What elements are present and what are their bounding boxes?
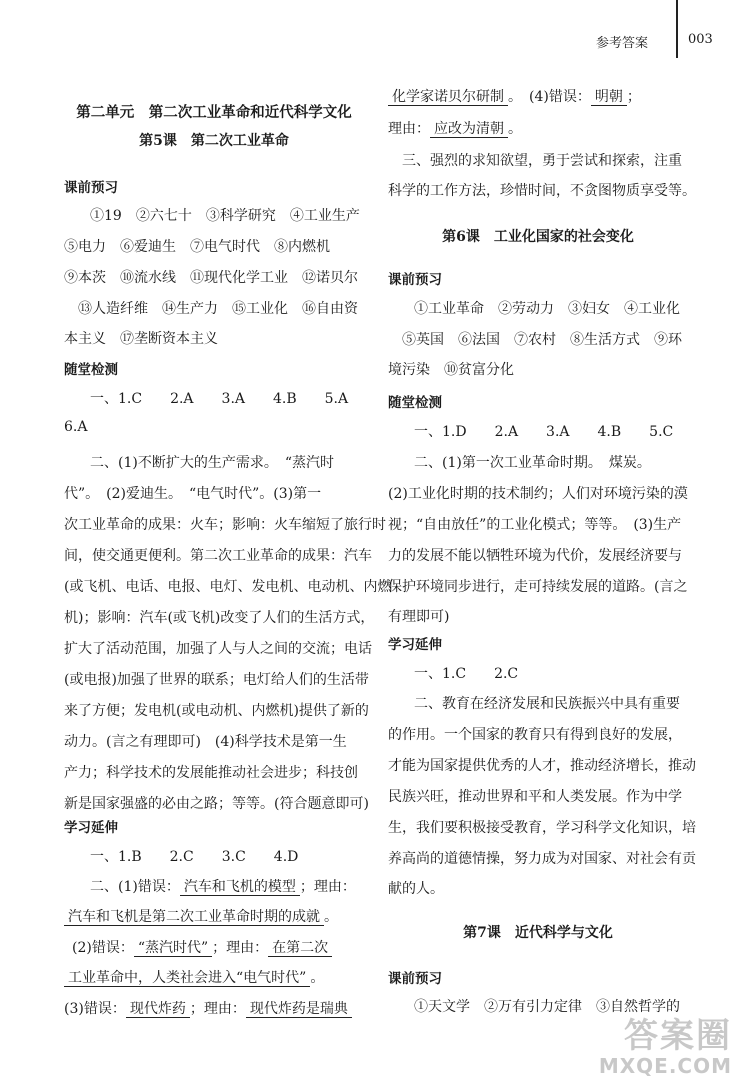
underlined-answer: 应改为清朝 bbox=[430, 121, 508, 138]
answer-line: 力的发展不能以牺牲环境为代价，发展经济要与 bbox=[388, 548, 682, 564]
preview-line: 本主义 ⑰垄断资本主义 bbox=[64, 331, 218, 347]
correction-text: (3)错误： bbox=[64, 1001, 126, 1017]
answer-line: (或电报)加强了世界的联系；电灯给人们的生活带 bbox=[64, 672, 369, 688]
correction-line bbox=[64, 998, 352, 1018]
correction-line bbox=[388, 86, 641, 106]
answer-line: 产力；科学技术的发展能推动社会进步；科技创 bbox=[64, 765, 358, 781]
correction-text: ；理由： bbox=[189, 1001, 246, 1017]
lesson-6-title: 第6课 工业化国家的社会变化 bbox=[442, 229, 634, 245]
answer-line: 新是国家强盛的必由之路；等等。(符合题意即可) bbox=[64, 796, 369, 812]
underlined-answer: 汽车和飞机的模型 bbox=[180, 879, 300, 896]
underlined-answer: 在第二次 bbox=[268, 940, 332, 957]
answer-line: 生，我们要积极接受教育，学习科学文化知识，培 bbox=[388, 820, 696, 836]
correction-line bbox=[64, 967, 324, 987]
preview-line: ⑤电力 ⑥爱迪生 ⑦电气时代 ⑧内燃机 bbox=[64, 239, 330, 255]
correction-text: (2)错误： bbox=[72, 940, 134, 956]
correction-text: 。 bbox=[324, 909, 338, 925]
answer-line: 保护环境同步进行，走可持续发展的道路。(言之 bbox=[388, 579, 688, 595]
answer-line: 三、强烈的求知欲望，勇于尝试和探索，注重 bbox=[402, 153, 682, 169]
extension-answers: 一、1.B 2.C 3.C 4.D bbox=[90, 849, 299, 865]
preview-line: 境污染 ⑩贫富分化 bbox=[388, 362, 514, 378]
answer-line: 二、(1)不断扩大的生产需求。 “蒸汽时 bbox=[90, 455, 334, 471]
answer-line: 有理即可) bbox=[388, 609, 450, 625]
answer-line: 的作用。一个国家的教育只有得到良好的发展， bbox=[388, 727, 682, 743]
underlined-answer: 化学家诺贝尔研制 bbox=[388, 89, 508, 106]
check-answers: 一、1.D 2.A 3.A 4.B 5.C bbox=[414, 424, 674, 440]
unit-title: 第二单元 第二次工业革命和近代科学文化 bbox=[76, 104, 352, 121]
lesson-7-title: 第7课 近代科学与文化 bbox=[463, 925, 613, 941]
underlined-answer: 明朝 bbox=[591, 89, 627, 106]
watermark-url: MXQE.COM bbox=[598, 1054, 732, 1078]
answer-line: 次工业革命的成果：火车；影响：火车缩短了旅行时 bbox=[64, 517, 386, 533]
extension-answers: 一、1.C 2.C bbox=[414, 666, 519, 682]
preview-line: ⑤英国 ⑥法国 ⑦农村 ⑧生活方式 ⑨环 bbox=[402, 332, 682, 348]
correction-text: 理由： bbox=[388, 121, 430, 137]
correction-text: ；理由： bbox=[299, 879, 356, 895]
section-extension-5: 学习延伸 bbox=[64, 820, 118, 836]
correction-text: 。 bbox=[508, 121, 522, 137]
correction-line bbox=[388, 118, 522, 138]
correction-line bbox=[72, 937, 332, 957]
correction-text: ； bbox=[626, 89, 641, 105]
correction-text: ；理由： bbox=[212, 940, 269, 956]
answer-line: 扩大了活动范围，加强了人与人之间的交流；电话 bbox=[64, 641, 372, 657]
correction-text: 。 (4)错误： bbox=[508, 89, 591, 105]
correction-line bbox=[90, 876, 356, 896]
page-number: 003 bbox=[688, 32, 713, 47]
preview-line: ⑬人造纤维 ⑭生产力 ⑮工业化 ⑯自由资 bbox=[78, 301, 358, 317]
header-label: 参考答案 bbox=[596, 36, 649, 51]
preview-line: ①工业革命 ②劳动力 ③妇女 ④工业化 bbox=[414, 301, 680, 317]
answer-line: 二、(1)第一次工业革命时期。 煤炭。 bbox=[414, 455, 651, 471]
answer-line: 才能为国家提供优秀的人才，推动经济增长，推动 bbox=[388, 758, 696, 774]
section-preview-6: 课前预习 bbox=[388, 272, 442, 288]
answer-line: 民族兴旺，推动世界和平和人类发展。作为中学 bbox=[388, 789, 682, 805]
answer-line: 献的人。 bbox=[388, 881, 444, 897]
answer-line: 视；“自由放任”的工业化模式；等等。 (3)生产 bbox=[388, 517, 682, 533]
answer-line: 科学的工作方法，珍惜时间，不贪图物质享受等。 bbox=[388, 183, 696, 199]
underlined-answer: 汽车和飞机是第二次工业革命时期的成就 bbox=[64, 909, 324, 926]
correction-line bbox=[64, 906, 338, 926]
underlined-answer: “蒸汽时代” bbox=[134, 940, 212, 957]
watermark-text: 答案圈 bbox=[624, 1016, 732, 1056]
answer-line: 养高尚的道德情操，努力成为对国家、对社会有贡 bbox=[388, 851, 696, 867]
section-check-6: 随堂检测 bbox=[388, 395, 442, 411]
check-answers: 6.A bbox=[64, 419, 88, 435]
answer-line: 代”。 (2)爱迪生。 “电气时代”。(3)第一 bbox=[64, 486, 322, 502]
preview-line: ⑨本茨 ⑩流水线 ⑪现代化学工业 ⑫诺贝尔 bbox=[64, 270, 358, 286]
underlined-answer: 工业革命中，人类社会进入“电气时代” bbox=[64, 970, 310, 987]
answer-line: (或飞机、电话、电报、电灯、发电机、电动机、内燃 bbox=[64, 579, 392, 595]
answer-line: 二、教育在经济发展和民族振兴中具有重要 bbox=[414, 696, 680, 712]
preview-line: ①天文学 ②万有引力定律 ③自然哲学的 bbox=[414, 999, 680, 1015]
answer-line: 来了方便；发电机(或电动机、内燃机)提供了新的 bbox=[64, 703, 369, 719]
underlined-answer: 现代炸药是瑞典 bbox=[246, 1001, 352, 1018]
answer-line: 动力。(言之有理即可) (4)科学技术是第一生 bbox=[64, 734, 347, 750]
preview-line: ①19 ②六七十 ③科学研究 ④工业生产 bbox=[90, 208, 360, 224]
answer-line: (2)工业化时期的技术制约；人们对环境污染的漠 bbox=[388, 486, 688, 502]
section-preview-7: 课前预习 bbox=[388, 971, 442, 987]
check-answers: 一、1.C 2.A 3.A 4.B 5.A bbox=[90, 391, 349, 407]
section-preview-5: 课前预习 bbox=[64, 180, 118, 196]
header-divider bbox=[676, 0, 678, 58]
watermark-logo bbox=[599, 1018, 732, 1078]
correction-text: 。 bbox=[310, 970, 325, 986]
answer-line: 间，使交通更便利。第二次工业革命的成果：汽车 bbox=[64, 548, 372, 564]
lesson-5-title: 第5课 第二次工业革命 bbox=[139, 133, 289, 149]
underlined-answer: 现代炸药 bbox=[126, 1001, 190, 1018]
section-extension-6: 学习延伸 bbox=[388, 637, 442, 653]
section-check-5: 随堂检测 bbox=[64, 362, 118, 378]
correction-text: 二、(1)错误： bbox=[90, 879, 180, 895]
answer-line: 机)；影响：汽车(或飞机)改变了人们的生活方式， bbox=[64, 610, 375, 626]
